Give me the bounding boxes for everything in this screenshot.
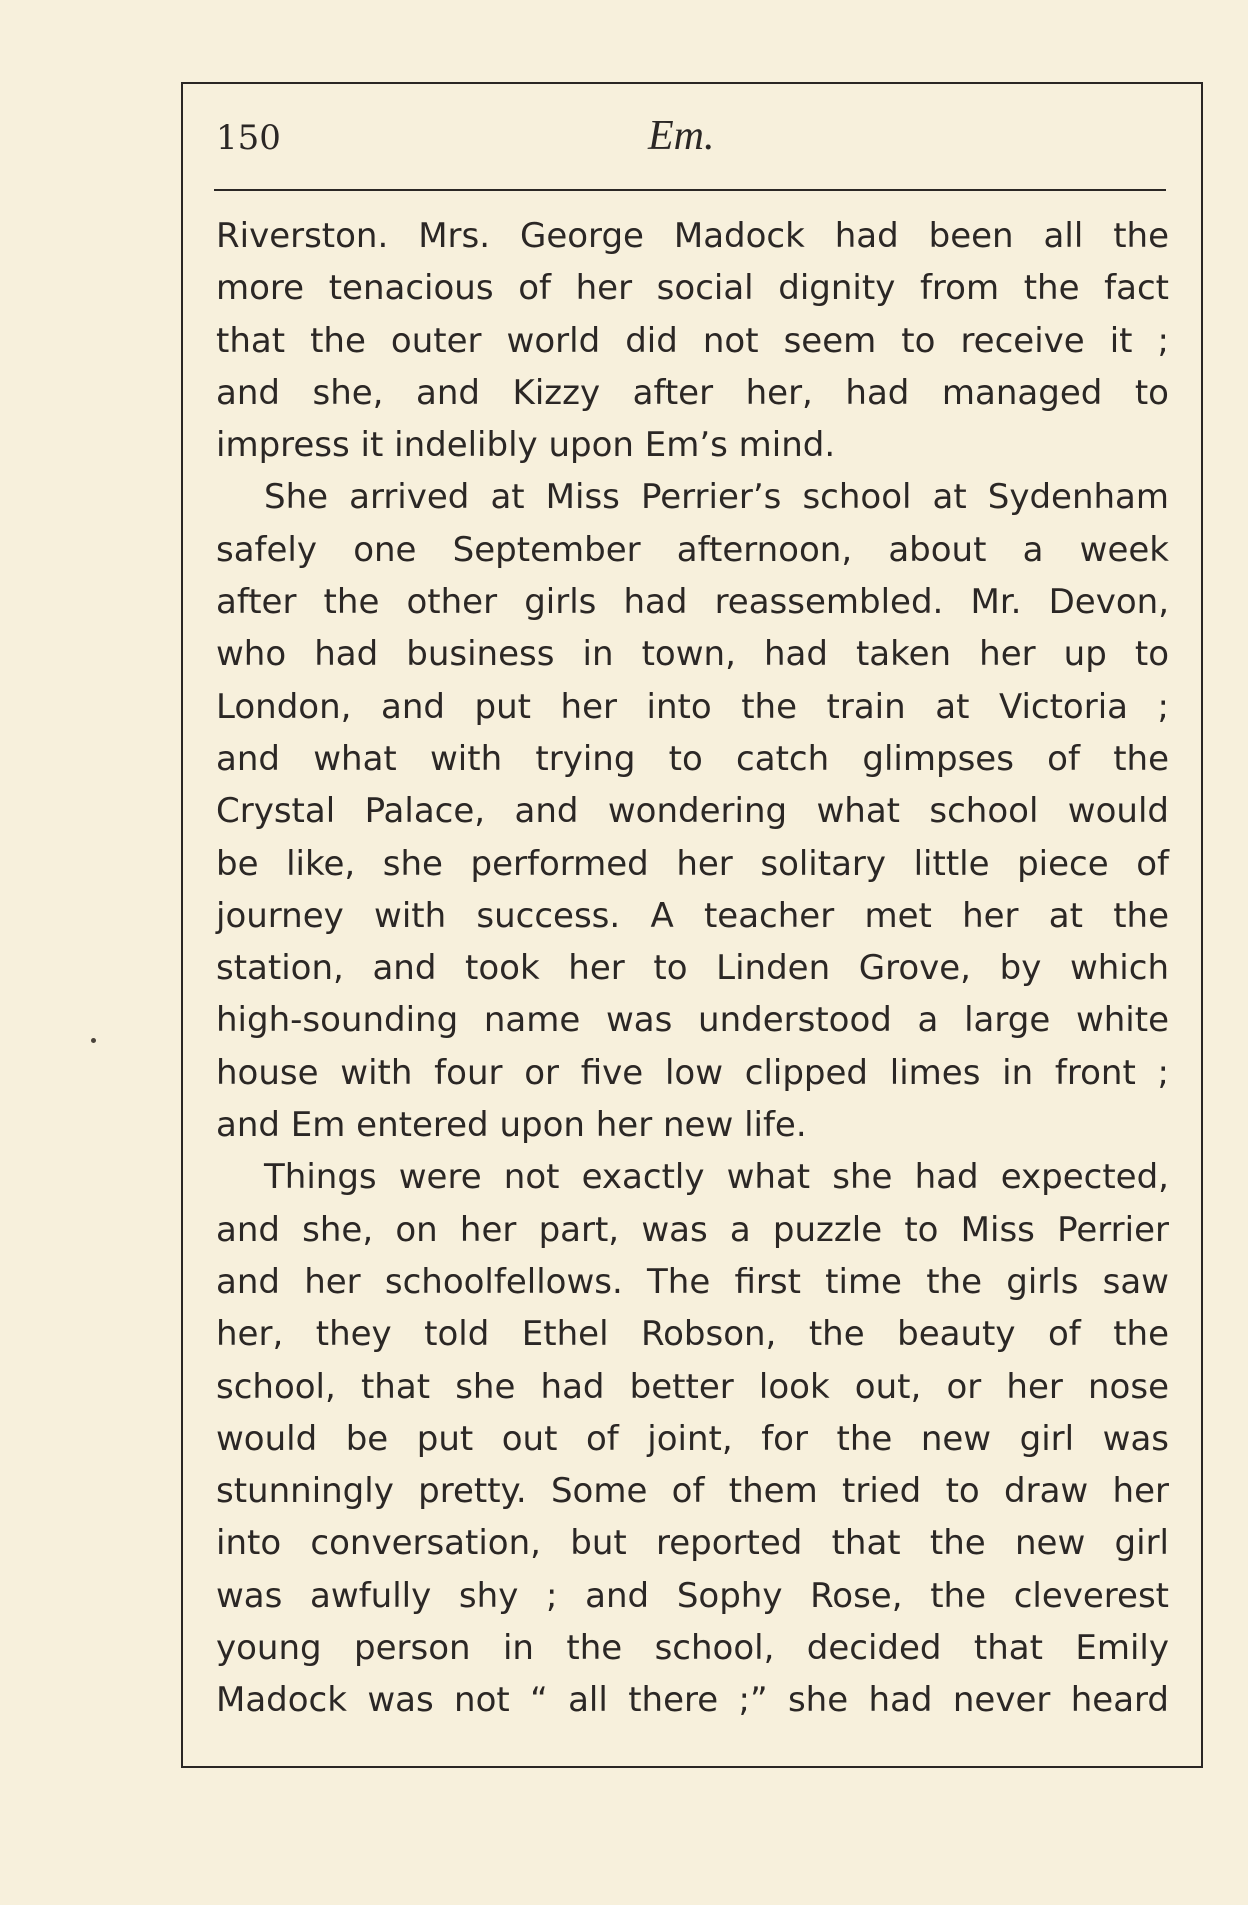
text-line: Madock was not “ all there ;” she had never heard [216,1680,1169,1721]
text-line: journey with success. A teacher met her at the [216,895,1169,936]
text-line: Riverston. Mrs. George Madock had been all the [216,216,1169,256]
text-line: high-sounding name was understood a large white [216,1000,1169,1041]
text-line: and she, on her part, was a puzzle to Miss Perrier [216,1209,1169,1250]
text-line: more tenacious of her social dignity from the fact [216,268,1169,309]
text-line: her, they told Ethel Robson, the beauty of the [216,1314,1169,1355]
text-line: She arrived at Miss Perrier’s school at Sydenham [264,477,1169,518]
text-line: house with four or five low clipped limes in front ; [216,1052,1169,1093]
text-line: and she, and Kizzy after her, had managed to [216,372,1169,413]
text-line: was awfully shy ; and Sophy Rose, the cleverest [216,1575,1169,1616]
text-line: and Em entered upon her new life. [216,1105,807,1146]
body-text [216,210,1169,1727]
text-line: young person in the school, decided that Emily [216,1628,1169,1669]
text-line: after the other girls had reassembled. Mr. Devon, [216,582,1169,623]
text-line: who had business in town, had taken her up to [216,634,1169,675]
text-line: station, and took her to Linden Grove, by which [216,948,1169,989]
text-line: impress it indelibly upon Em’s mind. [216,425,836,466]
text-line: be like, she performed her solitary little piece of [216,843,1169,884]
text-line: that the outer world did not seem to receive it ; [216,320,1169,361]
text-line: and what with trying to catch glimpses of the [216,738,1169,779]
text-line: and her schoolfellows. The first time the girls saw [216,1261,1169,1302]
text-line: safely one September afternoon, about a week [216,529,1169,570]
text-line: school, that she had better look out, or her nose [216,1366,1169,1407]
header-rule [214,189,1166,191]
text-line: Crystal Palace, and wondering what school would [216,791,1169,832]
text-line: Things were not exactly what she had expected, [264,1157,1169,1198]
paper-speck [91,1038,96,1043]
text-line: would be put out of joint, for the new girl was [216,1418,1169,1459]
running-title: Em. [648,113,715,159]
text-line: into conversation, but reported that the new girl [216,1523,1169,1564]
text-line: London, and put her into the train at Victoria ; [216,686,1169,727]
page-number: 150 [216,118,281,158]
text-line: stunningly pretty. Some of them tried to draw her [216,1471,1169,1512]
